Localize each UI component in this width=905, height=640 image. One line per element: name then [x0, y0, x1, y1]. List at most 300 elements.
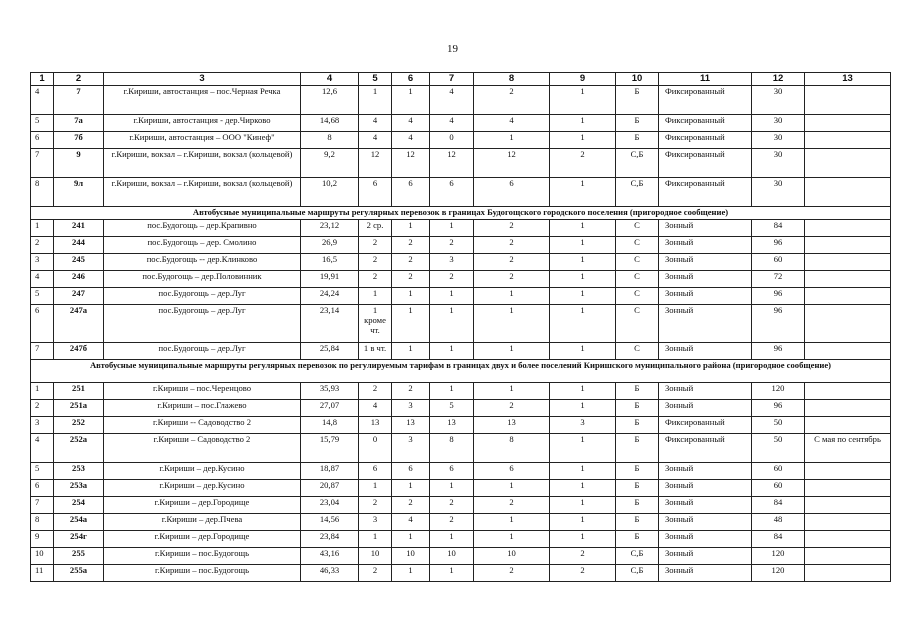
table-cell: 18,87 — [301, 463, 359, 480]
table-cell: 9 — [54, 149, 104, 178]
table-row — [31, 565, 891, 582]
table-cell: 2 ср. — [359, 220, 392, 237]
table-cell — [805, 497, 891, 514]
table-cell: 23,12 — [301, 220, 359, 237]
table-cell: 1 — [392, 480, 430, 497]
table-cell: 10 — [474, 548, 550, 565]
table-row — [31, 220, 891, 237]
table-cell: 1 — [430, 531, 474, 548]
table-cell: 2 — [430, 514, 474, 531]
table-cell: 1 — [430, 220, 474, 237]
table-cell: 4 — [474, 115, 550, 132]
table-cell — [805, 383, 891, 400]
table-cell: Б — [616, 497, 659, 514]
table-cell: 2 — [474, 271, 550, 288]
table-cell: 2 — [474, 400, 550, 417]
table-cell — [805, 531, 891, 548]
column-header: 9 — [550, 73, 616, 86]
table-cell: 3 — [359, 514, 392, 531]
table-cell: 1 — [430, 480, 474, 497]
table-cell: 2 — [359, 497, 392, 514]
table-cell: Б — [616, 86, 659, 115]
table-cell: 2 — [31, 400, 54, 417]
table-cell: 1 — [550, 288, 616, 305]
table-cell: 2 — [430, 237, 474, 254]
table-cell: 1 — [550, 237, 616, 254]
section-row — [31, 360, 891, 383]
table-cell: 1 — [392, 305, 430, 343]
table-cell: 247б — [54, 343, 104, 360]
table-cell: Фиксированный — [659, 434, 752, 463]
column-header: 11 — [659, 73, 752, 86]
table-cell: 2 — [359, 271, 392, 288]
table-cell: 120 — [752, 383, 805, 400]
table-cell: 2 — [392, 497, 430, 514]
table-cell — [805, 565, 891, 582]
table-row — [31, 86, 891, 115]
table-cell: 1 — [550, 132, 616, 149]
table-row — [31, 514, 891, 531]
table-cell: 241 — [54, 220, 104, 237]
table-cell: С — [616, 220, 659, 237]
table-cell: 27,07 — [301, 400, 359, 417]
table-cell: 84 — [752, 531, 805, 548]
table-cell: 1 — [359, 480, 392, 497]
table-cell: 96 — [752, 237, 805, 254]
table-cell: Фиксированный — [659, 178, 752, 207]
table-cell: 13 — [430, 417, 474, 434]
table-cell: 6 — [430, 463, 474, 480]
table-cell: 3 — [31, 417, 54, 434]
table-cell: 1 — [550, 434, 616, 463]
table-cell: 1 — [474, 383, 550, 400]
table-cell: 7 — [31, 497, 54, 514]
table-cell: 20,87 — [301, 480, 359, 497]
table-cell: 1 — [474, 132, 550, 149]
table-cell: г.Кириши, автостанция - дер.Чирково — [104, 115, 301, 132]
table-cell: г.Кириши, вокзал – г.Кириши, вокзал (кольцевой) — [104, 178, 301, 207]
column-header: 1 — [31, 73, 54, 86]
table-cell: 30 — [752, 115, 805, 132]
table-cell: 30 — [752, 86, 805, 115]
table-cell: 7а — [54, 115, 104, 132]
table-row — [31, 400, 891, 417]
table-cell: Фиксированный — [659, 417, 752, 434]
table-cell: 84 — [752, 497, 805, 514]
table-cell: 2 — [430, 271, 474, 288]
table-cell: 1 — [430, 565, 474, 582]
table-cell: г.Кириши, вокзал – г.Кириши, вокзал (кольцевой) — [104, 149, 301, 178]
table-cell: 1 — [359, 288, 392, 305]
table-cell: 12,6 — [301, 86, 359, 115]
table-cell: С,Б — [616, 149, 659, 178]
table-row — [31, 288, 891, 305]
table-cell — [805, 288, 891, 305]
table-cell — [805, 305, 891, 343]
table-cell: 1 — [392, 531, 430, 548]
table-cell: 1 — [550, 220, 616, 237]
table-cell: Б — [616, 132, 659, 149]
table-cell: С — [616, 237, 659, 254]
table-cell: 1 — [430, 343, 474, 360]
table-cell: 10,2 — [301, 178, 359, 207]
table-cell: 251а — [54, 400, 104, 417]
table-cell: пос.Будогощь -- дер.Клинково — [104, 254, 301, 271]
table-cell: 23,14 — [301, 305, 359, 343]
table-cell: Зонный — [659, 305, 752, 343]
table-cell: 12 — [392, 149, 430, 178]
table-cell — [805, 86, 891, 115]
table-row — [31, 463, 891, 480]
table-cell: 2 — [392, 237, 430, 254]
table-cell: 8 — [31, 514, 54, 531]
table-cell: 96 — [752, 288, 805, 305]
table-cell: 13 — [359, 417, 392, 434]
table-row — [31, 480, 891, 497]
table-cell: Б — [616, 514, 659, 531]
table-cell: Б — [616, 463, 659, 480]
table-cell — [805, 220, 891, 237]
table-cell — [805, 132, 891, 149]
table-cell: 120 — [752, 548, 805, 565]
table-row — [31, 343, 891, 360]
table-cell: 245 — [54, 254, 104, 271]
table-cell: 2 — [430, 497, 474, 514]
table-cell: Фиксированный — [659, 115, 752, 132]
table-cell: 4 — [359, 400, 392, 417]
table-cell: 2 — [392, 254, 430, 271]
table-row — [31, 254, 891, 271]
table-cell: 1 — [392, 220, 430, 237]
table-cell: 6 — [392, 463, 430, 480]
table-cell: 30 — [752, 149, 805, 178]
table-row — [31, 237, 891, 254]
table-cell: г.Кириши, автостанция – ООО "Кинеф" — [104, 132, 301, 149]
column-header: 5 — [359, 73, 392, 86]
table-cell: 1 — [430, 305, 474, 343]
table-cell: 4 — [359, 115, 392, 132]
table-cell: 96 — [752, 343, 805, 360]
table-cell: 4 — [430, 86, 474, 115]
table-cell: 3 — [430, 254, 474, 271]
table-cell: Зонный — [659, 400, 752, 417]
table-cell: 251 — [54, 383, 104, 400]
column-header: 6 — [392, 73, 430, 86]
table-cell: 1 — [550, 115, 616, 132]
table-cell: Б — [616, 531, 659, 548]
table-cell: 247а — [54, 305, 104, 343]
column-header: 13 — [805, 73, 891, 86]
table-cell: 253 — [54, 463, 104, 480]
table-cell: 5 — [31, 463, 54, 480]
table-cell: 11 — [31, 565, 54, 582]
table-cell: Б — [616, 115, 659, 132]
table-cell: 26,9 — [301, 237, 359, 254]
table-cell: 6 — [392, 178, 430, 207]
table-cell: 6 — [474, 463, 550, 480]
table-cell: 5 — [31, 288, 54, 305]
column-header: 4 — [301, 73, 359, 86]
table-cell: 254а — [54, 514, 104, 531]
table-cell: 1 — [550, 400, 616, 417]
table-cell — [805, 149, 891, 178]
table-cell: 2 — [359, 254, 392, 271]
table-cell: Зонный — [659, 288, 752, 305]
table-cell: г.Кириши – пос.Глажево — [104, 400, 301, 417]
column-header: 7 — [430, 73, 474, 86]
table-cell: 1 — [31, 220, 54, 237]
table-row — [31, 271, 891, 288]
table-cell: 1 кроме чт. — [359, 305, 392, 343]
header-row — [31, 73, 891, 86]
table-cell: 0 — [430, 132, 474, 149]
table-cell: Зонный — [659, 271, 752, 288]
column-header: 2 — [54, 73, 104, 86]
table-cell: 4 — [359, 132, 392, 149]
table-cell: 6 — [31, 305, 54, 343]
table-cell: 2 — [392, 271, 430, 288]
table-cell: Фиксированный — [659, 86, 752, 115]
table-cell: 2 — [359, 565, 392, 582]
table-cell: Зонный — [659, 548, 752, 565]
table-cell: 1 — [430, 383, 474, 400]
table-cell: 10 — [430, 548, 474, 565]
table-cell: 23,04 — [301, 497, 359, 514]
table-cell: 9 — [31, 531, 54, 548]
table-cell: 43,16 — [301, 548, 359, 565]
table-cell: 254 — [54, 497, 104, 514]
table-cell: С — [616, 254, 659, 271]
column-header: 10 — [616, 73, 659, 86]
table-row — [31, 434, 891, 463]
table-row — [31, 531, 891, 548]
table-cell: 4 — [392, 115, 430, 132]
table-cell: Б — [616, 480, 659, 497]
table-cell: 50 — [752, 417, 805, 434]
table-cell: 84 — [752, 220, 805, 237]
table-cell: 14,68 — [301, 115, 359, 132]
table-cell: 1 — [474, 480, 550, 497]
table-cell: 30 — [752, 132, 805, 149]
table-cell: 1 — [550, 305, 616, 343]
table-cell: 5 — [430, 400, 474, 417]
table-cell: 1 — [474, 288, 550, 305]
table-cell: Б — [616, 383, 659, 400]
table-cell: 1 — [392, 86, 430, 115]
table-cell: 1 — [430, 288, 474, 305]
table-cell: 1 — [474, 305, 550, 343]
table-cell: С — [616, 288, 659, 305]
table-cell: 4 — [430, 115, 474, 132]
table-cell: 96 — [752, 400, 805, 417]
table-cell: 247 — [54, 288, 104, 305]
table-row — [31, 383, 891, 400]
table-cell: 7 — [31, 343, 54, 360]
table-cell: 48 — [752, 514, 805, 531]
table-cell — [805, 400, 891, 417]
table-cell: 1 — [359, 86, 392, 115]
table-cell: 23,84 — [301, 531, 359, 548]
table-cell: 60 — [752, 254, 805, 271]
table-cell: 1 — [550, 514, 616, 531]
table-cell: 254г — [54, 531, 104, 548]
table-cell: 2 — [474, 497, 550, 514]
section-title: Автобусные муниципальные маршруты регулярных перевозок в границах Будогощского городского поселения (пригородное сообщение) — [31, 207, 891, 220]
table-cell: 8 — [31, 178, 54, 207]
table-cell: г.Кириши – дер.Кусино — [104, 480, 301, 497]
table-cell: 2 — [474, 565, 550, 582]
table-cell: 244 — [54, 237, 104, 254]
table-cell: С — [616, 305, 659, 343]
table-cell: Зонный — [659, 531, 752, 548]
table-cell: г.Кириши – пос.Черенцово — [104, 383, 301, 400]
table-cell: Зонный — [659, 343, 752, 360]
table-cell: Фиксированный — [659, 132, 752, 149]
section-title: Автобусные муниципальные маршруты регулярных перевозок по регулируемым тарифам в границах двух и более поселений Киришского муниципального района (пригородное сообщение) — [31, 360, 891, 383]
table-cell: Зонный — [659, 565, 752, 582]
table-cell: 1 — [550, 497, 616, 514]
table-cell: 10 — [31, 548, 54, 565]
table-cell: 1 — [474, 343, 550, 360]
table-cell: 4 — [392, 132, 430, 149]
table-cell: 6 — [474, 178, 550, 207]
table-cell: 9,2 — [301, 149, 359, 178]
table-cell: Зонный — [659, 220, 752, 237]
table-cell: 0 — [359, 434, 392, 463]
table-row — [31, 149, 891, 178]
table-cell: 50 — [752, 434, 805, 463]
column-header: 8 — [474, 73, 550, 86]
table-cell: 7 — [54, 86, 104, 115]
table-cell: 14,56 — [301, 514, 359, 531]
table-cell: пос.Будогощь – дер.Луг — [104, 343, 301, 360]
table-cell: 1 — [31, 383, 54, 400]
table-cell: Зонный — [659, 254, 752, 271]
table-cell: 15,79 — [301, 434, 359, 463]
table-cell: 4 — [31, 434, 54, 463]
table-cell: 8 — [301, 132, 359, 149]
table-cell: пос.Будогощь – дер.Половинник — [104, 271, 301, 288]
table-cell: 4 — [31, 271, 54, 288]
table-cell: 2 — [359, 237, 392, 254]
table-cell: 24,24 — [301, 288, 359, 305]
table-cell: 6 — [430, 178, 474, 207]
table-cell: 252 — [54, 417, 104, 434]
table-cell: 120 — [752, 565, 805, 582]
table-cell: 96 — [752, 305, 805, 343]
section-row — [31, 207, 891, 220]
table-cell: Б — [616, 400, 659, 417]
table-cell — [805, 548, 891, 565]
table-cell: 8 — [430, 434, 474, 463]
table-cell — [805, 271, 891, 288]
routes-table — [30, 72, 891, 582]
table-cell: 7б — [54, 132, 104, 149]
table-cell: 12 — [359, 149, 392, 178]
table-cell: 8 — [474, 434, 550, 463]
table-cell: 1 — [550, 343, 616, 360]
table-cell: 1 — [474, 531, 550, 548]
table-row — [31, 132, 891, 149]
table-cell: 2 — [474, 237, 550, 254]
table-cell: 6 — [359, 178, 392, 207]
table-cell: С мая по сентябрь — [805, 434, 891, 463]
table-cell: 2 — [474, 86, 550, 115]
table-cell: 1 — [392, 565, 430, 582]
table-cell: 4 — [392, 514, 430, 531]
table-cell: 2 — [550, 548, 616, 565]
column-header: 12 — [752, 73, 805, 86]
table-cell: 3 — [392, 434, 430, 463]
table-cell — [805, 480, 891, 497]
table-cell — [805, 254, 891, 271]
table-row — [31, 417, 891, 434]
table-cell: 13 — [474, 417, 550, 434]
table-cell: 60 — [752, 480, 805, 497]
table-cell: 1 — [550, 463, 616, 480]
table-cell: 6 — [31, 480, 54, 497]
table-cell — [805, 343, 891, 360]
table-cell — [805, 178, 891, 207]
table-cell: Зонный — [659, 383, 752, 400]
table-cell: 2 — [474, 254, 550, 271]
table-cell: 2 — [550, 149, 616, 178]
table-cell: 2 — [359, 383, 392, 400]
table-cell: С,Б — [616, 178, 659, 207]
table-cell: г.Кириши – пос.Будогощь — [104, 565, 301, 582]
table-cell: г.Кириши, автостанция – пос.Черная Речка — [104, 86, 301, 115]
table-row — [31, 115, 891, 132]
table-cell: 255а — [54, 565, 104, 582]
table-cell: пос.Будогощь – дер.Крапивно — [104, 220, 301, 237]
table-cell: 12 — [430, 149, 474, 178]
table-cell: 1 — [550, 86, 616, 115]
table-cell: 30 — [752, 178, 805, 207]
table-cell: Фиксированный — [659, 149, 752, 178]
table-cell: 3 — [392, 400, 430, 417]
table-cell: 7 — [31, 149, 54, 178]
table-cell: 1 — [474, 514, 550, 531]
table-cell: г.Кириши – Садоводство 2 — [104, 434, 301, 463]
table-cell: г.Кириши – дер.Пчева — [104, 514, 301, 531]
table-cell: С — [616, 271, 659, 288]
table-cell: 1 — [550, 480, 616, 497]
table-cell: 12 — [474, 149, 550, 178]
table-cell: 253а — [54, 480, 104, 497]
table-cell: 16,5 — [301, 254, 359, 271]
table-cell — [805, 237, 891, 254]
table-cell: 5 — [31, 115, 54, 132]
table-cell: 4 — [31, 86, 54, 115]
table-cell — [805, 514, 891, 531]
table-cell: 255 — [54, 548, 104, 565]
table-cell: 2 — [550, 565, 616, 582]
table-cell: г.Кириши -- Садоводство 2 — [104, 417, 301, 434]
table-cell: Б — [616, 417, 659, 434]
table-cell: 252а — [54, 434, 104, 463]
table-cell: 13 — [392, 417, 430, 434]
table-cell: Зонный — [659, 497, 752, 514]
table-cell — [805, 463, 891, 480]
table-cell — [805, 417, 891, 434]
table-row — [31, 305, 891, 343]
table-cell: 2 — [31, 237, 54, 254]
column-header: 3 — [104, 73, 301, 86]
table-cell: г.Кириши – дер.Городище — [104, 531, 301, 548]
table-cell: Зонный — [659, 463, 752, 480]
table-cell: 1 — [359, 531, 392, 548]
table-row — [31, 178, 891, 207]
